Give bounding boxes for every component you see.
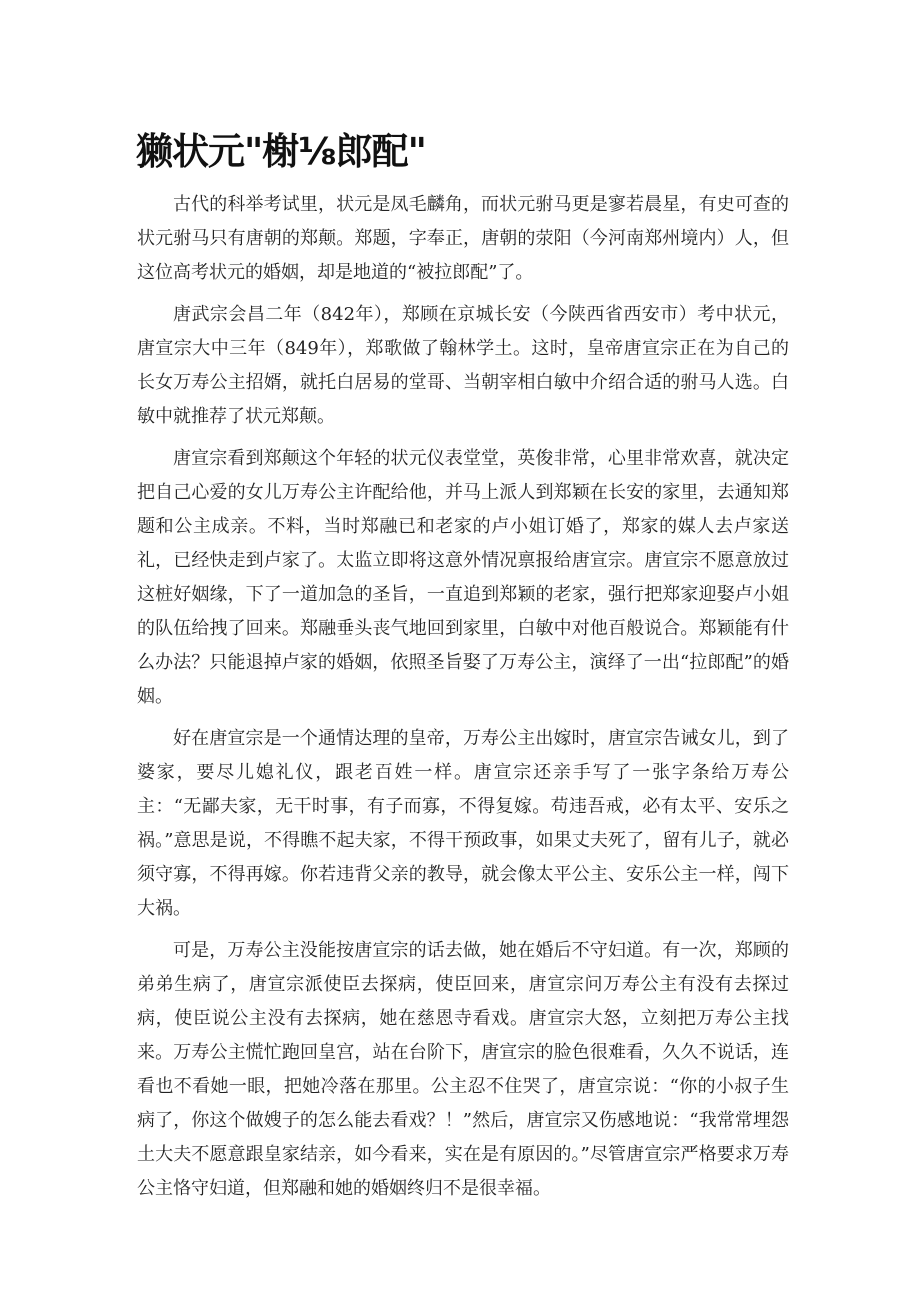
paragraph-1: 古代的科举考试里，状元是凤毛麟角，而状元驸马更是寥若晨星，有史可查的状元驸马只有唐朝的郑颠。郑题，字奉正，唐朝的荥阳（今河南郑州境内）人，但这位高考状元的婚姻，却是地道的“被拉郎配”了。: [137, 194, 789, 283]
paragraph-4: 好在唐宣宗是一个通情达理的皇帝，万寿公主出嫁时，唐宣宗告诫女儿，到了婆家，要尽儿媳礼仪，跟老百姓一样。唐宣宗还亲手写了一张字条给万寿公主：“无鄙夫家，无干时事，有子而寡，不得复嫁。苟违吾戒，必有太平、安乐之祸。”意思是说，不得瞧不起夫家，不得干预政事，如果丈夫死了，留有儿子，就必须守寡，不得再嫁。你若违背父亲的教导，就会像太平公主、安乐公主一样，闯下大祸。: [137, 728, 789, 919]
document-title: 獭状元"榭⅛郎配": [136, 130, 426, 173]
paragraph-5: 可是，万寿公主没能按唐宣宗的话去做，她在婚后不守妇道。有一次，郑顾的弟弟生病了，唐宣宗派使臣去探病，使臣回来，唐宣宗问万寿公主有没有去探过病，使臣说公主没有去探病，她在慈恩寺看戏。唐宣宗大怒，立刻把万寿公主找来。万寿公主慌忙跑回皇宫，站在台阶下，唐宣宗的脸色很难看，久久不说话，连看也不看她一眼，把她冷落在那里。公主忍不住哭了，唐宣宗说：“你的小叔子生病了，你这个做嫂子的怎么能去看戏？！”然后，唐宣宗又伤感地说：“我常常埋怨土大夫不愿意跟皇家结亲，如今看来，实在是有原因的。”尽管唐宣宗严格要求万寿公主恪守妇道，但郑融和她的婚姻终归不是很幸福。: [137, 940, 789, 1199]
paragraph-3: 唐宣宗看到郑颠这个年轻的状元仪表堂堂，英俊非常，心里非常欢喜，就决定把自己心爱的女儿万寿公主许配给他，并马上派人到郑颖在长安的家里，去通知郑题和公主成亲。不料，当时郑融已和老家的卢小姐订婚了，郑家的媒人去卢家送礼，已经快走到卢家了。太监立即将这意外情况禀报给唐宣宗。唐宣宗不愿意放过这桩好姻缘，下了一道加急的圣旨，一直追到郑颖的老家，强行把郑家迎娶卢小姐的队伍给拽了回来。郑融垂头丧气地回到家里，白敏中对他百般说合。郑颖能有什么办法？只能退掉卢家的婚姻，依照圣旨娶了万寿公主，演绎了一出“拉郎配”的婚姻。: [137, 448, 789, 707]
paragraph-2: 唐武宗会昌二年（842年），郑顾在京城长安（今陕西省西安市）考中状元，唐宣宗大中三年（849年），郑歌做了翰林学土。这时，皇帝唐宣宗正在为自己的长女万寿公主招婿，就托白居易的堂哥、当朝宰相白敏中介绍合适的驸马人选。白敏中就推荐了状元郑颠。: [137, 304, 789, 427]
document-body: [137, 188, 789, 1214]
